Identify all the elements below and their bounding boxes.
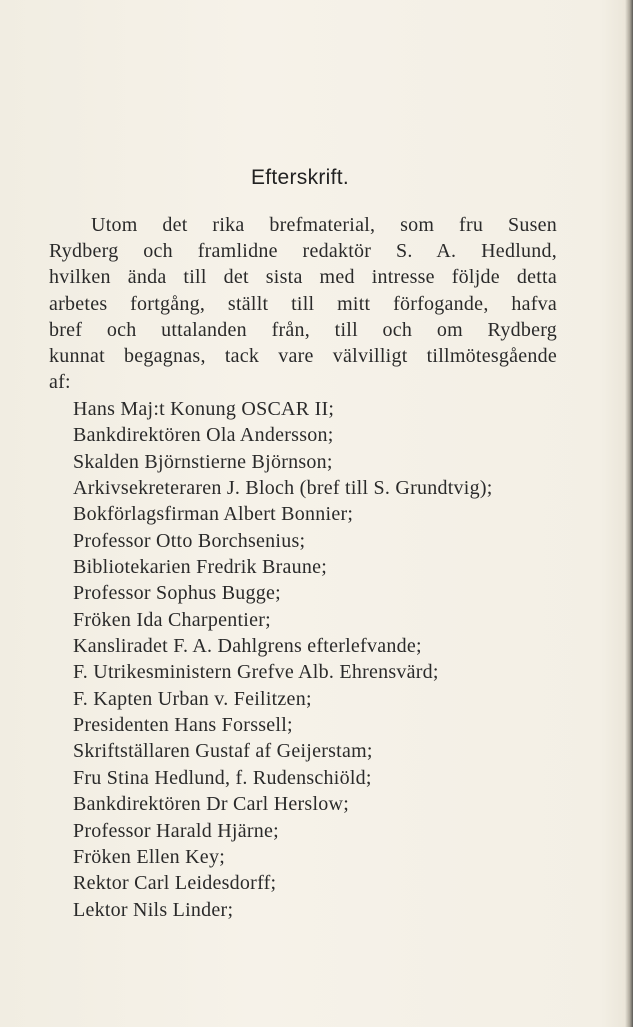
list-item: Professor Sophus Bugge; xyxy=(73,582,281,605)
intro-line: Utom det rika brefmaterial, som fru Susen xyxy=(91,214,557,236)
page-edge-shadow xyxy=(625,0,633,1027)
intro-paragraph xyxy=(49,212,557,395)
list-item: F. Utrikesministern Grefve Alb. Ehrensvärd; xyxy=(73,661,439,684)
list-item: Bibliotekarien Fredrik Braune; xyxy=(73,556,328,579)
list-item: Kansliradet F. A. Dahlgrens efterlefvande; xyxy=(73,635,422,658)
list-item: Professor Otto Borchsenius; xyxy=(73,529,306,552)
intro-line: hvilken ända till det sista med intresse följde detta xyxy=(49,266,557,289)
list-item: Bankdirektören Dr Carl Herslow; xyxy=(73,793,350,816)
acknowledgement-list xyxy=(73,396,563,923)
list-item: Fröken Ida Charpentier; xyxy=(73,608,271,631)
intro-line: kunnat begagnas, tack vare välvilligt tillmötesgående xyxy=(49,345,557,368)
list-item: Skriftställaren Gustaf af Geijerstam; xyxy=(73,740,373,763)
list-item: Bankdirektören Ola Andersson; xyxy=(73,424,334,447)
list-item: Lektor Nils Linder; xyxy=(73,898,234,921)
intro-line: arbetes fortgång, ställt till mitt förfogande, hafva xyxy=(49,292,557,315)
list-item: Professor Harald Hjärne; xyxy=(73,819,279,842)
list-item: Fru Stina Hedlund, f. Rudenschiöld; xyxy=(73,766,372,789)
list-item: Bokförlagsfirman Albert Bonnier; xyxy=(73,503,354,526)
list-item: F. Kapten Urban v. Feilitzen; xyxy=(73,687,312,710)
intro-line: bref och uttalanden från, till och om Rydberg xyxy=(49,318,557,341)
list-item: Skalden Björnstierne Björnson; xyxy=(73,450,333,473)
list-item: Presidenten Hans Forssell; xyxy=(73,714,293,737)
list-item: Arkivsekreteraren J. Bloch (bref till S. Grundtvig); xyxy=(73,477,493,500)
intro-line: af: xyxy=(49,371,71,394)
list-item: Hans Maj:t Konung OSCAR II; xyxy=(73,398,335,420)
intro-line: Rydberg och framlidne redaktör S. A. Hedlund, xyxy=(49,240,557,263)
list-item: Rektor Carl Leidesdorff; xyxy=(73,872,277,895)
list-item: Fröken Ellen Key; xyxy=(73,845,225,868)
page-heading: Efterskrift. xyxy=(250,166,350,189)
